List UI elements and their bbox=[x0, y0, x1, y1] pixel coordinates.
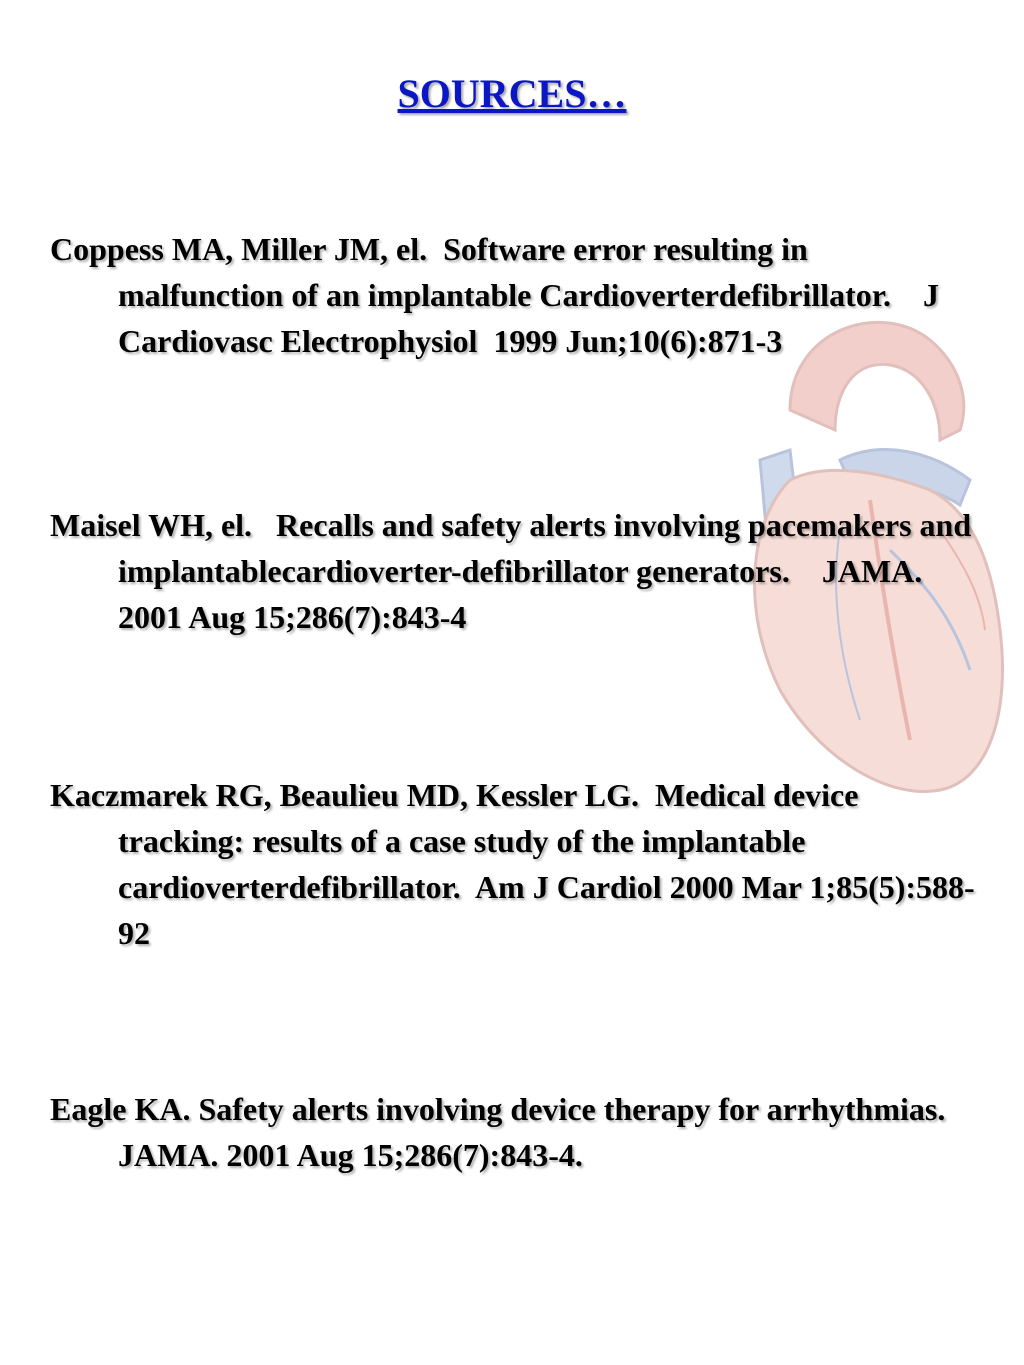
slide-title: SOURCES… bbox=[397, 71, 627, 116]
reference-list bbox=[50, 226, 980, 1316]
reference-item: Coppess MA, Miller JM, el. Software error resulting in malfunction of an implantable Cardioverterdefibrillator. J Cardiovasc Electrophysiol 1999 Jun;10(6):871-3 bbox=[50, 231, 939, 359]
reference-item: Maisel WH, el. Recalls and safety alerts involving pacemakers and implantablecardioverter-defibrillator generators. JAMA. 2001 Aug 15;286(7):843-4 bbox=[50, 507, 972, 635]
reference-item: Eagle KA. Safety alerts involving device therapy for arrhythmias. JAMA. 2001 Aug 15;286(7):843-4. bbox=[50, 1091, 946, 1173]
reference-item: Kaczmarek RG, Beaulieu MD, Kessler LG. Medical device tracking: results of a case study of the implantable cardioverterdefibrillator. Am J Cardiol 2000 Mar 1;85(5):588-92 bbox=[50, 777, 975, 951]
